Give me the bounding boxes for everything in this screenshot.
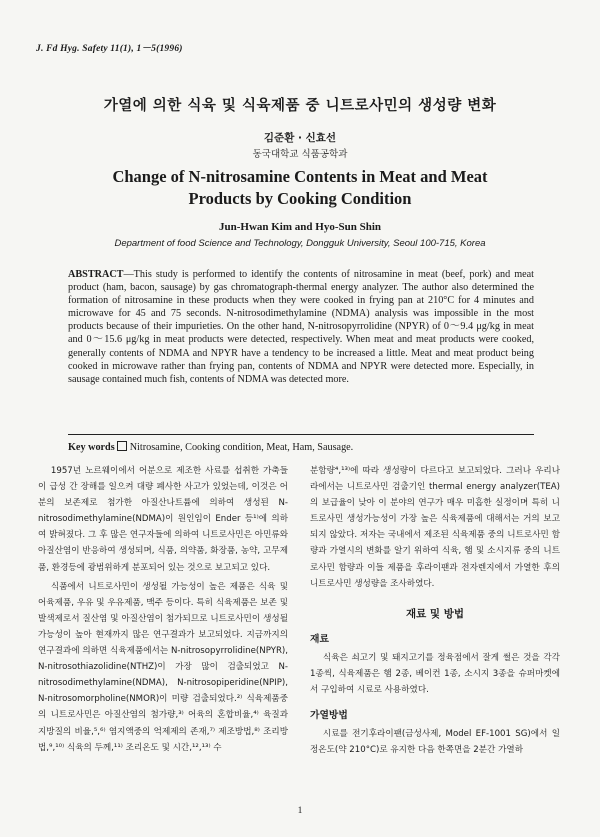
affiliation-korean: 동국대학교 식품공학과 — [252, 149, 348, 160]
title-english-line1: Change of N-nitrosamine Contents in Meat and Meat — [112, 167, 488, 186]
heating-paragraph: 시료를 전기후라이팬(금성사제, Model EF-1001 SG)에서 일정온도(약 210°C)로 유지한 다음 한쪽면을 2분간 가열하 — [310, 729, 560, 756]
subsection-title-materials: 재료 — [310, 633, 329, 645]
authors-english: Jun-Hwan Kim and Hyo-Sun Shin — [218, 221, 381, 233]
intro-paragraph-1: 1957년 노르웨이에서 어분으로 제조한 사료를 섭취한 가축들이 급성 간 장해를 일으켜 대량 폐사한 사고가 있었는데, 이것은 어분의 보존제로 첨가한 아질산나트륨에 의하여 생성된 N-nitrosodimethylamine(NDMA)이 원인임이 Ender 등¹⁾에 의하여 밝혀졌다. 그 후 많은 연구자들에 의하여 니트로사민은 아민류와 아질산염이 반응하여 생성되며, 식품, 의약품, 화장품, 농약, 고무제품, 환경등에 광범위하게 분포되어 있는 것으로 보고되고 있다. — [38, 466, 288, 573]
intro-paragraph-2: 식품에서 니트로사민이 생성될 가능성이 높은 제품은 식육 및 어육제품, 우유 및 우유제품, 맥주 등이다. 특히 식육제품은 보존 및 발색제로서 질산염 및 아질산염이 첨가되므로 니트로사민이 생성될 가능성이 높아 현재까지 많은 연구결과가 보고되었다. 지금까지의 연구결과에 의하면 식육제품에서는 N-nitrosopyrrolidine(NPYR), N-nitrosothiazolidine(NTHZ)이 가장 많이 검출되었고 N-nitrosodimethylamine(NDMA), N-nitrosopiperidine(NPIP), N-nitrosomorpholine(NMOR)이 미량 검출되었다.²⁾ 식육제품중의 니트로사민은 아질산염의 첨가량,³⁾ 어육의 혼합비율,⁴⁾ 육질과 지방질의 비율,⁵,⁶⁾ 염지액중의 억제제의 존재,⁷⁾ 제조방법,⁸⁾ 조리방법,⁹,¹⁰⁾ 식육의 두께,¹¹⁾ 조리온도 및 시간,¹²,¹³⁾ 수 — [38, 581, 288, 753]
authors-korean: 김준환 · 신효선 — [263, 132, 337, 144]
keywords-text: Nitrosamine, Cooking condition, Meat, Ham, Sausage. — [129, 442, 354, 453]
subsection-title-heating: 가열방법 — [310, 710, 348, 722]
intro-paragraph-3: 분함량⁴,¹³⁾에 따라 생성량이 다르다고 보고되었다. 그러나 우리나라에서는 니트로사민 검출기인 thermal energy analyzer(TEA)의 보급율이 낮아 이 분야의 연구가 매우 미흡한 실정이며 특히 니트로사민 생성가능성이 가장 높은 식육제품에 대해서는 거의 보고되지 않았다. 저자는 국내에서 제조된 식육제품 중의 니트로사민 함량과 가열시의 변화를 알기 위하여 식육, 햄 및 소시지류 중의 니트로사민 함량과 이들 제품을 후라이팬과 전자렌지에서 가열한 후의 니트로사민 생성량을 조사하였다. — [310, 466, 560, 589]
abstract-text: —This study is performed to identify the contents of nitrosamine in meat (beef, pork) and meat product (ham, bacon, sausage) by gas chromatograph-thermal energy analyzer. The author also determined the formation of nitrosamine in these products when they were cooked in frying pan at 210°C for 4 minutes and microwave for 45 and 75 seconds. N-nitrosodimethylamine (NDMA) analysis was impossible in the most products because of their impurieties. On the other hand, N-nitrosopyrrolidine (NPYR) of 0～9.4 μg/kg in meat and 0～15.6 μg/kg in meat products were detected, respectively. When meat and meat products were cooked, generally contents of NDMA and NPYR have a tendency to be increased a little. Meat and meat product being cooked in microwave rather than frying pan, contents of NDMA and NPYR were detected more. Especially, in sausage contained much fish, contents of NDMA was detected more. — [68, 269, 534, 385]
page-number: 1 — [297, 806, 303, 816]
checkbox-square-icon — [117, 441, 127, 451]
abstract — [68, 268, 534, 386]
journal-citation: J. Fd Hyg. Safety 11(1), 1－5(1996) — [36, 44, 183, 54]
title-english — [60, 166, 540, 210]
body-right-column — [310, 463, 560, 758]
materials-paragraph: 식육은 쇠고기 및 돼지고기를 정육점에서 잘게 썰은 것을 각각 1종씩, 식육제품은 햄 2종, 베이컨 1종, 소시지 3종을 슈퍼마켓에서 구입하여 시료로 사용하였다. — [310, 652, 560, 696]
title-korean: 가열에 의한 식육 및 식육제품 중 니트로사민의 생성량 변화 — [103, 98, 497, 114]
abstract-divider — [68, 434, 534, 435]
title-english-line2: Products by Cooking Condition — [188, 189, 412, 208]
keywords-label: Key words — [68, 442, 115, 453]
keywords — [68, 441, 534, 453]
abstract-label: ABSTRACT — [68, 269, 124, 280]
affiliation-english: Department of food Science and Technology, Dongguk University, Seoul 100-715, Korea — [114, 238, 486, 249]
section-title-methods: 재료 및 방법 — [405, 607, 465, 620]
body-left-column — [38, 463, 288, 756]
